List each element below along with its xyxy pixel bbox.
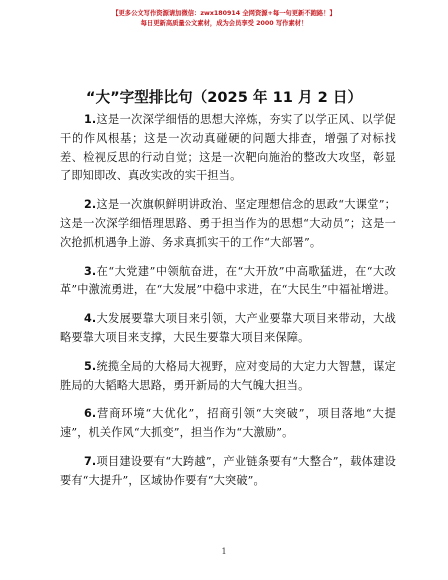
paragraph-4 bbox=[60, 310, 396, 348]
paragraph-3 bbox=[60, 263, 396, 301]
page-number: 1 bbox=[221, 547, 227, 556]
paragraph-text: 这是一次深学细悟的思想大淬炼，夯实了以学正风、以学促干的作风根基；这是一次动真碰硬的问题大排查，增强了对标找差、检视反思的行动自觉；这是一次靶向施治的整改大攻坚，彰显了即知即改、真改实改的实干担当。 bbox=[60, 113, 396, 183]
paragraph-1 bbox=[60, 111, 396, 186]
paragraph-number: 4. bbox=[84, 312, 97, 326]
paragraph-number: 7. bbox=[84, 454, 97, 468]
paragraph-text: 大发展要靠大项目来引领，大产业要靠大项目来带动，大战略要靠大项目来支撑，大民生要靠大项目来保障。 bbox=[60, 312, 396, 344]
paragraph-text: 项目建设要有“大跨越”，产业链条要有“大整合”，载体建设要有“大提升”，区域协作要有“大突破”。 bbox=[60, 454, 396, 487]
promo-banner-line-1: 【更多公文写作资源请加微信：zwx180914 全网资源+每一句更新不跑路！】 bbox=[112, 10, 336, 17]
paragraph-7 bbox=[60, 453, 396, 491]
promo-banner bbox=[0, 9, 448, 28]
paragraph-number: 1. bbox=[84, 113, 97, 126]
paragraph-text: 在“大党建”中领航奋进，在“大开放”中高歌猛进，在“大改革”中激流勇进，在“大发展”中稳中求进，在“大民生”中福祉增进。 bbox=[60, 264, 396, 297]
paragraph-5 bbox=[60, 358, 396, 396]
document-body bbox=[60, 111, 396, 501]
paragraph-number: 6. bbox=[84, 407, 97, 421]
promo-banner-line-2: 每日更新高质量公文素材，成为会员享受 2000 写作素材！ bbox=[140, 20, 308, 27]
paragraph-number: 5. bbox=[84, 359, 97, 373]
paragraph-6 bbox=[60, 405, 396, 443]
paragraph-number: 2. bbox=[84, 198, 97, 212]
paragraph-2 bbox=[60, 196, 396, 252]
paragraph-text: 营商环境“大优化”，招商引领“大突破”，项目落地“大提速”，机关作风“大抓变”，担当作为“大激励”。 bbox=[60, 407, 396, 440]
paragraph-number: 3. bbox=[84, 264, 97, 278]
document-title: “大”字型排比句（2025 年 11 月 2 日） bbox=[85, 89, 363, 106]
paragraph-text: 统揽全局的大格局大视野，应对变局的大定力大智慧，谋定胜局的大韬略大思路，勇开新局的大气魄大担当。 bbox=[60, 359, 396, 392]
paragraph-text: 这是一次旗帜鲜明讲政治、坚定理想信念的思政“大课堂”；这是一次深学细悟理思路、勇于担当作为的思想“大动员”；这是一次抢抓机遇争上游、务求真抓实干的工作“大部署”。 bbox=[60, 198, 396, 249]
